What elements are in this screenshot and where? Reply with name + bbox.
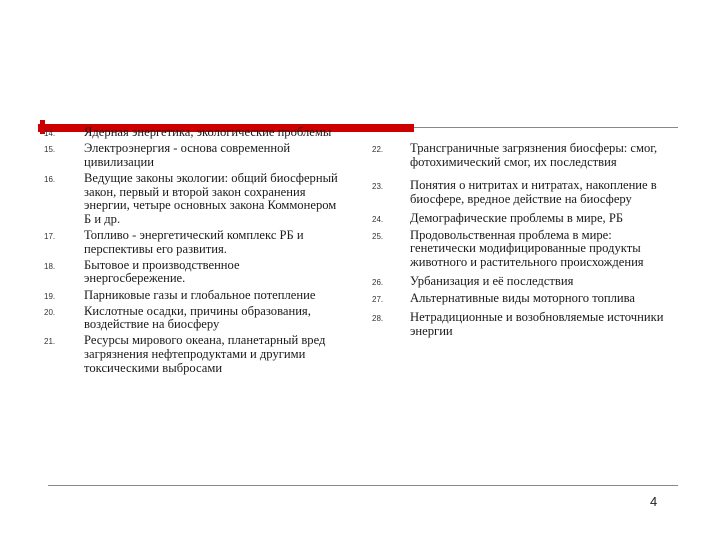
list-item (370, 275, 680, 289)
list-item (370, 229, 680, 270)
item-text: Электроэнергия - основа современной цивилизации (84, 141, 291, 169)
item-text: Урбанизация и её последствия (410, 274, 574, 289)
list-item (40, 126, 340, 140)
item-number: 17. (44, 231, 56, 241)
item-text: Трансграничные загрязнения биосферы: смог, фотохимический смог, их последствия (410, 141, 658, 169)
list-item (370, 142, 680, 169)
item-number: 28. (372, 314, 384, 324)
right-topic-list (370, 142, 680, 341)
item-number: 26. (372, 278, 384, 288)
list-item (40, 289, 340, 303)
item-text: Продовольственная проблема в мире: генетически модифицированные продукты животного и растительного происхождения (410, 227, 644, 269)
item-text: Альтернативные виды моторного топлива (410, 290, 636, 305)
item-text: Кислотные осадки, причины образования, воздействие на биосферу (84, 303, 311, 332)
left-topic-list (40, 126, 340, 378)
item-text: Демографические проблемы в мире, РБ (410, 211, 624, 226)
top-divider (414, 127, 678, 128)
item-text: Ресурсы мирового океана, планетарный вред загрязнения нефтепродуктами и другими токсическими выбросами (84, 333, 326, 375)
item-text: Бытовое и производственное энергосбережение. (84, 257, 240, 286)
item-number: 22. (372, 145, 384, 154)
list-item (370, 292, 680, 306)
list-item (40, 334, 340, 375)
item-text: Топливо - энергетический комплекс РБ и перспективы его развития. (84, 227, 304, 256)
item-text: Парниковые газы и глобальное потепление (84, 287, 316, 302)
bottom-divider (48, 485, 678, 486)
item-number: 25. (372, 231, 384, 241)
item-text: Понятия о нитритах и нитратах, накопление в биосфере, вредное действие на биосферу (410, 178, 657, 206)
item-number: 23. (372, 182, 384, 192)
list-item (40, 259, 340, 286)
list-item (370, 212, 680, 226)
item-number: 20. (44, 307, 56, 317)
list-item (40, 305, 340, 332)
item-text: Ядерная энергетика, экологические проблемы (84, 125, 332, 139)
item-number: 27. (372, 294, 384, 304)
page-number: 4 (650, 494, 658, 509)
item-text: Ведущие законы экологии: общий биосферный закон, первый и второй закон сохранения энергии, четыре основных закона Коммонером Б и др. (84, 170, 338, 226)
list-item (40, 172, 340, 226)
item-number: 15. (44, 145, 56, 155)
list-item (370, 311, 680, 338)
list-item (40, 229, 340, 256)
item-number: 21. (44, 337, 56, 347)
item-number: 14. (44, 129, 56, 138)
list-item (370, 179, 680, 206)
item-number: 24. (372, 215, 384, 225)
item-number: 19. (44, 291, 56, 301)
list-item (40, 142, 340, 169)
item-text: Нетрадиционные и возобновляемые источники энергии (410, 310, 664, 338)
item-number: 16. (44, 174, 56, 184)
item-number: 18. (44, 261, 56, 271)
